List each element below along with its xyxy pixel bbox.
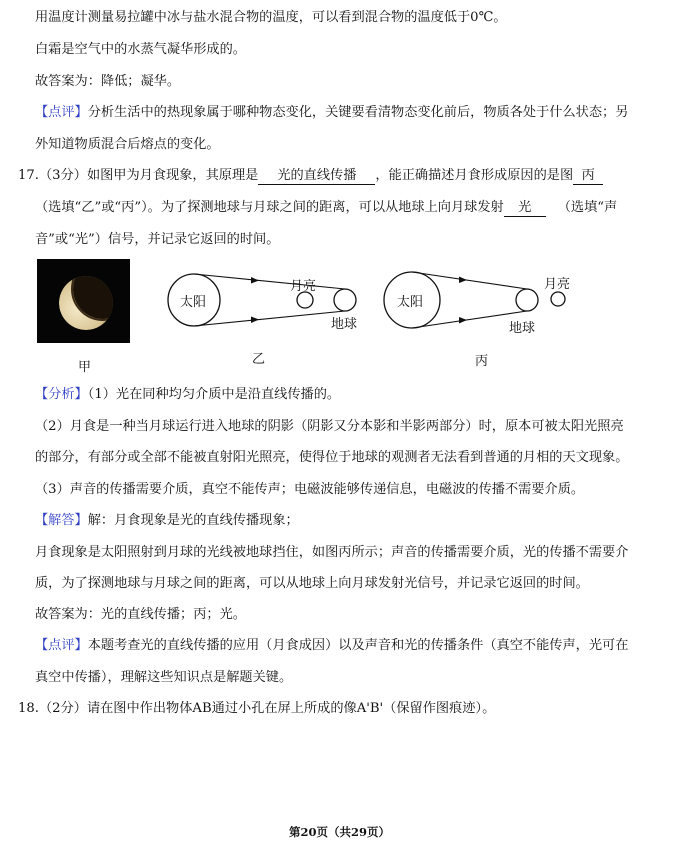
q17-blank-1: 光的直线传播 <box>258 167 375 185</box>
comment-2-line-b: 真空中传播），理解这些知识点是解题关键。 <box>35 670 293 685</box>
comment-tag: 【点评】 <box>35 638 88 653</box>
q17-score: （3分） <box>38 168 87 183</box>
sun-label: 太阳 <box>397 295 424 310</box>
diagram-bing <box>378 262 578 342</box>
footer-middle: 页（共 <box>316 825 351 839</box>
page-footer <box>0 824 679 840</box>
q17-text-c: （选填“乙”或“丙”）。为了探测地球与月球之间的距离，可以从地球上向月球发射 <box>35 200 504 215</box>
q18-line <box>18 700 495 718</box>
solution-line-3: 质，为了探测地球与月球之间的距离，可以从地球上向月球发射光信号，并记录它返回的时间。 <box>35 576 589 591</box>
lunar-eclipse-photo <box>37 259 130 343</box>
diagram-yi <box>160 262 375 342</box>
comment-1-line-a <box>35 104 628 122</box>
comment-tag: 【点评】 <box>35 105 88 120</box>
analysis-line-4: （3）声音的传播需要介质，真空不能传声；电磁波能够传递信息，电磁波的传播不需要介质。 <box>35 482 585 497</box>
q18-text: 请在图中作出物体AB通过小孔在屏上所成的像A'B'（保留作图痕迹）。 <box>86 701 496 716</box>
footer-prefix: 第 <box>288 825 301 839</box>
analysis-line-2: （2）月食是一种当月球运行进入地球的阴影（阴影又分本影和半影两部分）时，原本可被太阳光照亮 <box>35 419 624 434</box>
analysis-line-1 <box>35 386 340 404</box>
footer-suffix: 页） <box>367 825 391 839</box>
q17-line-c: 音”或“光”）信号，并记录它返回的时间。 <box>35 232 280 247</box>
q17-line-a <box>18 167 603 185</box>
q17-blank-3: 光 <box>504 199 546 217</box>
solution-line-1 <box>35 512 299 530</box>
q18-number: 18. <box>18 701 39 716</box>
earth-label: 地球 <box>509 321 536 336</box>
analysis-text: （1）光在同种均匀介质中是沿直线传播的。 <box>87 387 341 402</box>
comment-text: 本题考查光的直线传播的应用（月食成因）以及声音和光的传播条件（真空不能传声，光可在 <box>87 638 629 653</box>
comment-text: 分析生活中的热现象属于哪种物态变化，关键要看清物态变化前后，物质各处于什么状态；另 <box>87 105 629 120</box>
answer-line-1: 用温度计测量易拉罐中冰与盐水混合物的温度，可以看到混合物的温度低于0℃。 <box>35 10 507 25</box>
q18-score: （2分） <box>38 701 87 716</box>
solution-line-4: 故答案为：光的直线传播；丙；光。 <box>35 607 246 622</box>
solution-tag: 【解答】 <box>35 513 88 528</box>
solution-text: 解：月食现象是光的直线传播现象； <box>87 513 299 528</box>
q17-line-b <box>35 199 617 217</box>
q17-text-d: （选填“声 <box>557 200 618 215</box>
figure-label-jia: 甲 <box>78 360 92 375</box>
comment-2-line-a <box>35 637 628 655</box>
q17-number: 17. <box>18 168 39 183</box>
q17-text-a: 如图甲为月食现象，其原理是 <box>86 168 259 183</box>
page-number: 20 <box>300 825 317 839</box>
comment-1-line-b: 外知道物质混合后熔点的变化。 <box>35 137 220 152</box>
moon-label: 月亮 <box>290 279 317 294</box>
earth-label: 地球 <box>331 317 358 332</box>
figure-label-bing: 丙 <box>475 354 489 369</box>
analysis-tag: 【分析】 <box>35 387 88 402</box>
sun-label: 太阳 <box>180 295 207 310</box>
moon-label: 月亮 <box>544 277 571 292</box>
total-pages: 29 <box>351 825 368 839</box>
answer-line-2: 白霜是空气中的水蒸气凝华形成的。 <box>35 42 246 57</box>
answer-line-3: 故答案为：降低；凝华。 <box>35 74 181 89</box>
q17-blank-2: 丙 <box>573 167 603 185</box>
solution-line-2: 月食现象是太阳照射到月球的光线被地球挡住，如图丙所示；声音的传播需要介质，光的传播不需要介 <box>35 545 629 560</box>
q17-text-b: ，能正确描述月食形成原因的是图 <box>375 168 574 183</box>
figure-label-yi: 乙 <box>252 352 266 367</box>
analysis-line-3: 的部分，有部分或全部不能被直射阳光照亮，使得位于地球的观测者无法看到普通的月相的天文现象。 <box>35 450 629 465</box>
